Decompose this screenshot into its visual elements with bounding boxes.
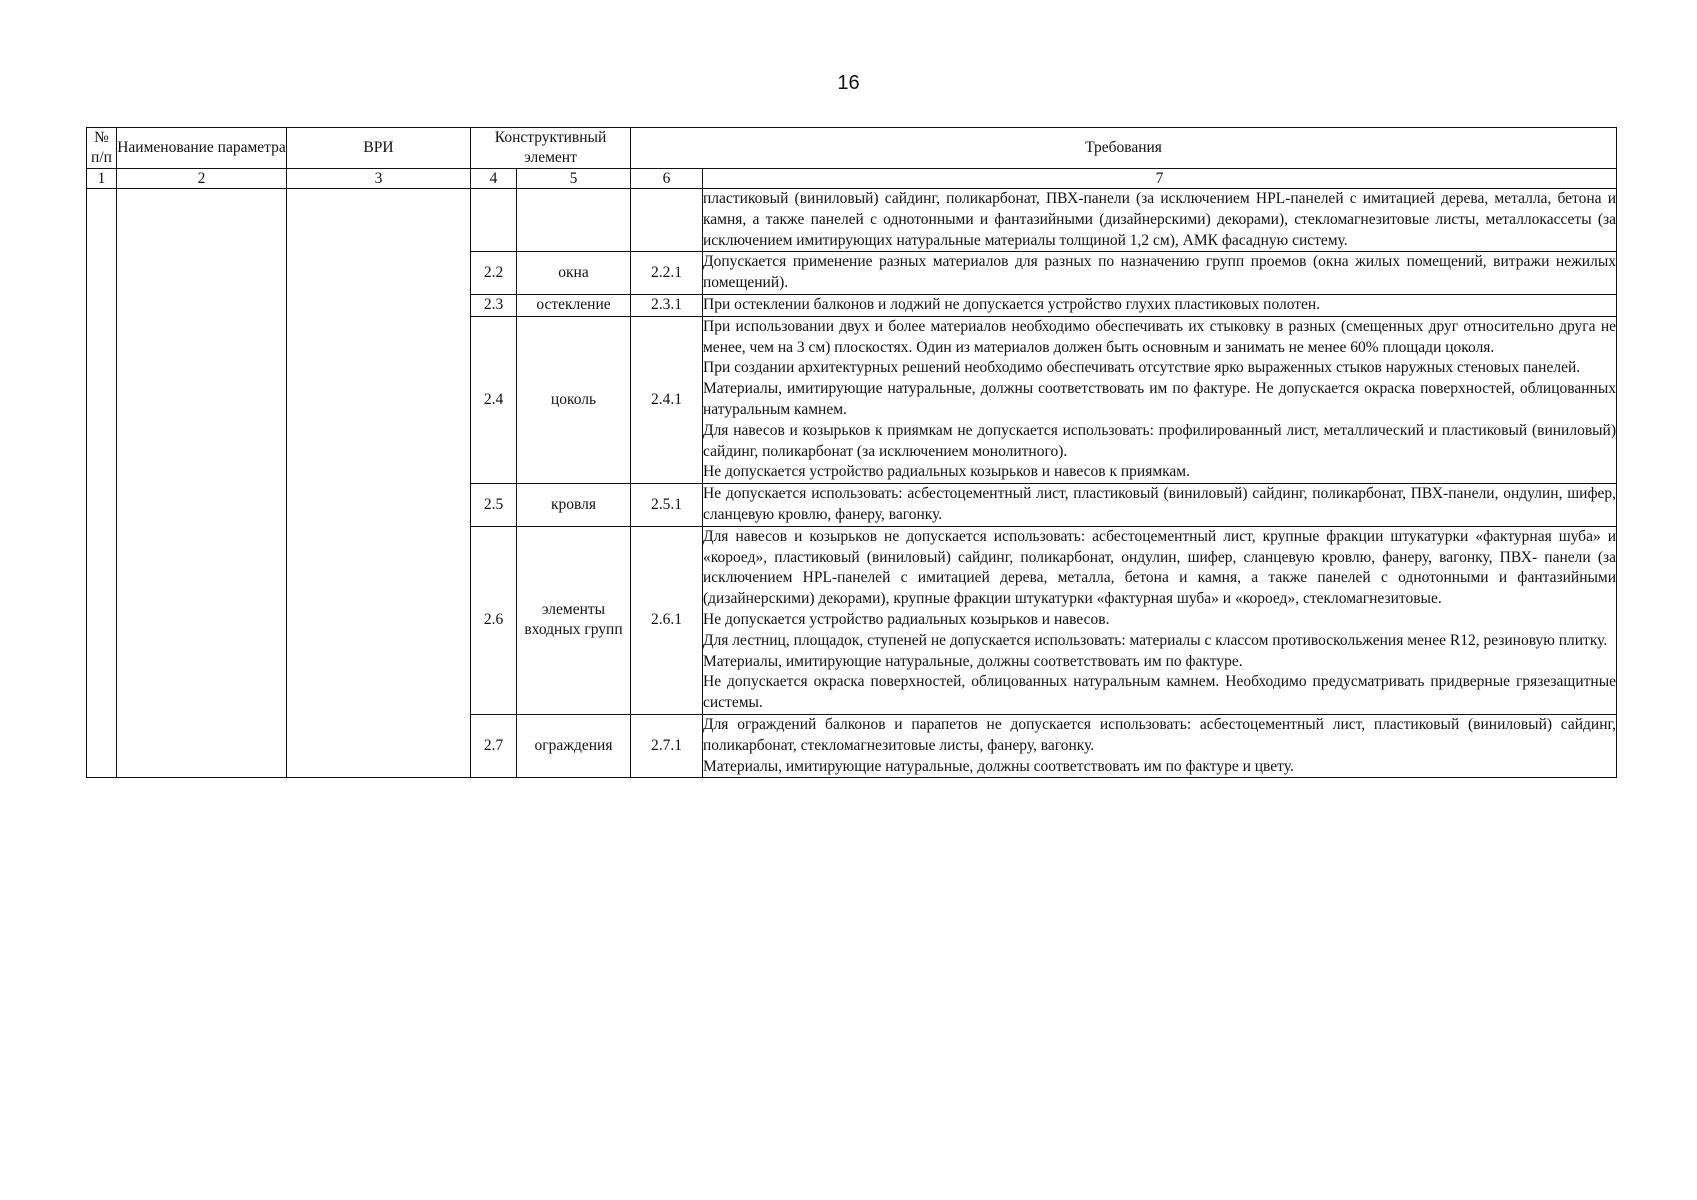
column-number: 5 — [517, 169, 631, 189]
cell-requirements — [703, 316, 1617, 483]
cell-num — [87, 189, 117, 778]
cell-requirements — [703, 714, 1617, 777]
requirement-paragraph: Не допускается устройство радиальных козырьков и навесов к приямкам. — [703, 463, 1190, 481]
cell-sub-code: 2.5.1 — [631, 484, 703, 527]
cell-element-name: цоколь — [517, 316, 631, 483]
cell-requirements — [703, 252, 1617, 295]
requirement-paragraph: пластиковый (виниловый) сайдинг, поликарбонат, ПВХ-панели (за исключением HPL-панелей с имитацией дерева, металла, бетона и камня, а также панелей с однотонными и фантазийными (дизайнерскими) декорами), стекломагнезитовые листы, металлокассеты (за исключением имитирующих натуральные материалы толщиной 1,2 см), АМК фасадную систему. — [703, 190, 1617, 249]
cell-element-name — [517, 189, 631, 252]
cell-parameter-name — [117, 189, 287, 778]
cell-element-name: остекление — [517, 294, 631, 316]
cell-element-name: элементы входных групп — [517, 526, 631, 714]
cell-element-code: 2.6 — [471, 526, 517, 714]
header-vri: ВРИ — [287, 128, 471, 169]
cell-element-code: 2.5 — [471, 484, 517, 527]
cell-requirements — [703, 294, 1617, 316]
column-number: 6 — [631, 169, 703, 189]
cell-element-code: 2.2 — [471, 252, 517, 295]
cell-vri — [287, 189, 471, 778]
requirement-paragraph: Не допускается устройство радиальных козырьков и навесов. — [703, 610, 1110, 628]
cell-element-name: ограждения — [517, 714, 631, 777]
requirement-paragraph: Для ограждений балконов и парапетов не допускается использовать: асбестоцементный лист, пластиковый (виниловый) сайдинг, поликарбонат, стекломагнезитовые листы, фанеру, вагонку. — [703, 715, 1617, 754]
column-number: 4 — [471, 169, 517, 189]
cell-element-code: 2.7 — [471, 714, 517, 777]
header-parameter-name: Наименование параметра — [117, 128, 287, 169]
column-number: 1 — [87, 169, 117, 189]
requirement-paragraph: Для навесов и козырьков к приямкам не допускается использовать: профилированный лист, металлический и пластиковый (виниловый) сайдинг, поликарбонат (за исключением монолитного). — [703, 421, 1617, 460]
cell-sub-code: 2.3.1 — [631, 294, 703, 316]
column-number: 2 — [117, 169, 287, 189]
requirement-paragraph: При создании архитектурных решений необходимо обеспечивать отсутствие ярко выраженных стыков наружных стеновых панелей. — [703, 359, 1581, 377]
cell-sub-code: 2.4.1 — [631, 316, 703, 483]
cell-sub-code: 2.2.1 — [631, 252, 703, 295]
page-number: 16 — [837, 72, 860, 94]
table-row — [87, 189, 1617, 252]
requirement-paragraph: Не допускается окраска поверхностей, облицованных натуральным камнем. Необходимо предусматривать придверные грязезащитные системы. — [703, 673, 1617, 712]
column-number: 7 — [703, 169, 1617, 189]
cell-element-code: 2.3 — [471, 294, 517, 316]
cell-requirements — [703, 484, 1617, 527]
requirement-paragraph: Для навесов и козырьков не допускается использовать: асбестоцементный лист, крупные фракции штукатурки «фактурная шуба» и «короед», пластиковый (виниловый) сайдинг, поликарбонат, ондулин, шифер, сланцевую кровлю, фанеру, вагонку, ПВХ- панели (за исключением HPL-панелей с имитацией дерева, металла, бетона и камня, а также панелей с однотонными и фантазийными (дизайнерскими) декорами), крупные фракции штукатурки «фактурная шуба» и «короед», стекломагнезитовые. — [703, 527, 1617, 608]
header-num: № п/п — [87, 128, 117, 169]
requirement-paragraph: При использовании двух и более материалов необходимо обеспечивать их стыковку в разных (смещенных друг относительно друга не менее, чем на 3 см) плоскостях. Один из материалов должен быть основным и занимать не менее 60% площади цоколя. — [703, 317, 1617, 356]
requirement-paragraph: При остеклении балконов и лоджий не допускается устройство глухих пластиковых полотен. — [703, 295, 1321, 313]
header-row — [87, 128, 1617, 169]
requirement-paragraph: Не допускается использовать: асбестоцементный лист, пластиковый (виниловый) сайдинг, поликарбонат, ПВХ-панели, ондулин, шифер, сланцевую кровлю, фанеру, вагонку. — [703, 485, 1617, 523]
cell-element-code — [471, 189, 517, 252]
header-structural-element: Конструктивный элемент — [471, 128, 631, 169]
column-number-row — [87, 169, 1617, 189]
cell-requirements — [703, 526, 1617, 714]
requirement-paragraph: Материалы, имитирующие натуральные, должны соответствовать им по фактуре и цвету. — [703, 757, 1294, 775]
requirement-paragraph: Материалы, имитирующие натуральные, должны соответствовать им по фактуре. — [703, 652, 1243, 670]
cell-element-name: кровля — [517, 484, 631, 527]
requirement-paragraph: Допускается применение разных материалов для разных по назначению групп проемов (окна жилых помещений, витражи нежилых помещений). — [703, 253, 1617, 292]
cell-sub-code — [631, 189, 703, 252]
requirement-paragraph: Для лестниц, площадок, ступеней не допускается использовать: материалы с классом противоскольжения менее R12, резиновую плитку. — [703, 631, 1608, 649]
cell-element-code: 2.4 — [471, 316, 517, 483]
cell-sub-code: 2.7.1 — [631, 714, 703, 777]
column-number: 3 — [287, 169, 471, 189]
header-requirements: Требования — [631, 128, 1617, 169]
cell-requirements — [703, 189, 1617, 252]
requirements-table — [86, 127, 1617, 778]
cell-element-name: окна — [517, 252, 631, 295]
requirement-paragraph: Материалы, имитирующие натуральные, должны соответствовать им по фактуре. Не допускается окраска поверхностей, облицованных натуральным камнем. — [703, 380, 1617, 418]
cell-sub-code: 2.6.1 — [631, 526, 703, 714]
